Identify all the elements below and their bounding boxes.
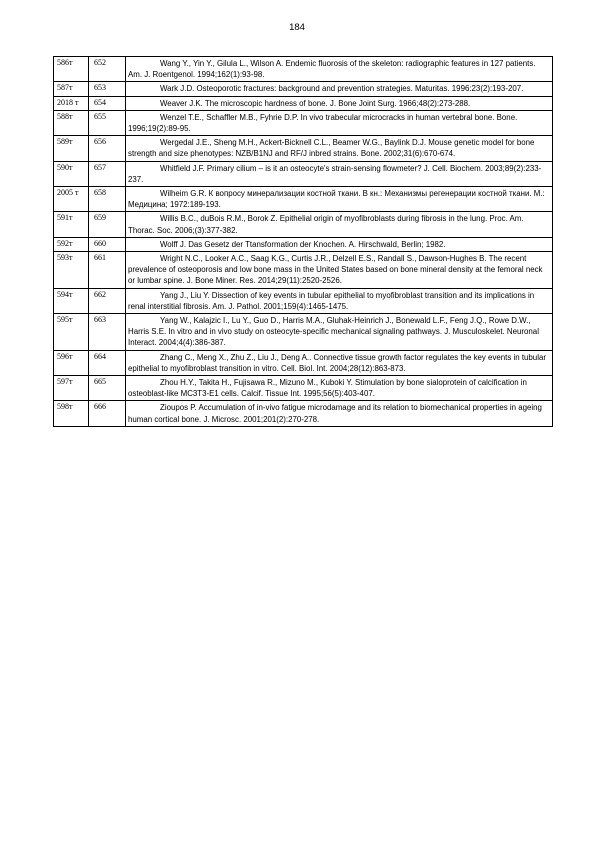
reference-number: 666 [89, 401, 126, 426]
reference-number: 664 [89, 350, 126, 375]
reference-number: 662 [89, 288, 126, 313]
reference-text: Wolff J. Das Gesetz der Ttansformation der Knochen. A. Hirschwald, Berlin; 1982. [126, 237, 553, 251]
reference-code: 597т [54, 376, 89, 401]
table-row [54, 376, 553, 401]
table-row [54, 161, 553, 186]
reference-text: Wright N.C., Looker A.C., Saag K.G., Curtis J.R., Delzell E.S., Randall S., Dawson-Hughes B. The recent prevalence of osteoporosis and low bone mass in the United States based on bone mineral density at the femoral neck or lumbar spine. J. Bone Miner. Res. 2014;29(11):2520-2526. [126, 252, 553, 289]
reference-text: Zhang C., Meng X., Zhu Z., Liu J., Deng A.. Connective tissue growth factor regulates the key events in tubular epithelial to myofibroblast transition in vitro. Cell. Biol. Int. 2004;28(12):863-873. [126, 350, 553, 375]
reference-code: 594т [54, 288, 89, 313]
table-row [54, 237, 553, 251]
reference-number: 659 [89, 212, 126, 237]
reference-text: Zioupos P. Accumulation of in-vivo fatigue microdamage and its relation to biomechanical properties in ageing human cortical bone. J. Microsc. 2001;201(2):270-278. [126, 401, 553, 426]
table-row [54, 187, 553, 212]
reference-code: 593т [54, 252, 89, 289]
reference-text: Wark J.D. Osteoporotic fractures: background and prevention strategies. Maturitas. 1996:23(2):193-207. [126, 82, 553, 96]
reference-text: Whitfield J.F. Primary cilium – is it an osteocyte's strain-sensing flowmeter? J. Cell. Biochem. 2003;89(2):233-237. [126, 161, 553, 186]
table-row [54, 136, 553, 161]
reference-text: Wilheim G.R. К вопросу минерализации костной ткани. В кн.: Механизмы регенерации костной ткани. М.: Медицина; 1972:189-193. [126, 187, 553, 212]
table-row [54, 252, 553, 289]
reference-number: 661 [89, 252, 126, 289]
reference-code: 596т [54, 350, 89, 375]
reference-number: 655 [89, 110, 126, 135]
reference-code: 591т [54, 212, 89, 237]
references-table [53, 56, 553, 427]
reference-code: 587т [54, 82, 89, 96]
table-row [54, 96, 553, 110]
reference-code: 592т [54, 237, 89, 251]
table-row [54, 110, 553, 135]
table-row [54, 314, 553, 351]
table-row [54, 401, 553, 426]
reference-code: 588т [54, 110, 89, 135]
reference-number: 658 [89, 187, 126, 212]
reference-text: Wergedal J.E., Sheng M.H., Ackert-Bicknell C.L., Beamer W.G., Baylink D.J. Mouse genetic model for bone strength and size phenotypes: NZB/B1NJ and RF/J inbred strains. Bone. 2002;31(6):670-674. [126, 136, 553, 161]
table-row [54, 212, 553, 237]
page-number: 184 [289, 22, 305, 33]
reference-text: Weaver J.K. The microscopic hardness of bone. J. Bone Joint Surg. 1966;48(2):273-288. [126, 96, 553, 110]
table-row [54, 82, 553, 96]
reference-code: 589т [54, 136, 89, 161]
table-row [54, 57, 553, 82]
reference-code: 586т [54, 57, 89, 82]
reference-number: 656 [89, 136, 126, 161]
reference-text: Wenzel T.E., Schaffler M.B., Fyhrie D.P. In vivo trabecular microcracks in human vertebral bone. Bone. 1996;19(2):89-95. [126, 110, 553, 135]
reference-number: 657 [89, 161, 126, 186]
reference-code: 2018 т [54, 96, 89, 110]
reference-code: 2005 т [54, 187, 89, 212]
reference-text: Yang W., Kalajzic I., Lu Y., Guo D., Harris M.A., Gluhak-Heinrich J., Bonewald L.F., Feng J.Q., Rowe D.W., Harris S.E. In vitro and in vivo study on osteocyte-specific mechanical signaling pathways. J. Musculoskelet. Neuronal Interact. 2004;4(4):386-387. [126, 314, 553, 351]
reference-text: Willis B.C., duBois R.M., Borok Z. Epithelial origin of myofibroblasts during fibrosis in the lung. Proc. Am. Thorac. Soc. 2006;(3):377-382. [126, 212, 553, 237]
reference-code: 590т [54, 161, 89, 186]
reference-number: 652 [89, 57, 126, 82]
reference-number: 665 [89, 376, 126, 401]
reference-text: Zhou H.Y., Takita H., Fujisawa R., Mizuno M., Kuboki Y. Stimulation by bone sialoprotein of calcification in osteoblast-like MC3T3-E1 cells. Calcif. Tissue Int. 1995;56(5):403-407. [126, 376, 553, 401]
reference-code: 595т [54, 314, 89, 351]
reference-text: Wang Y., Yin Y., Gilula L., Wilson A. Endemic fluorosis of the skeleton: radiographic features in 127 patients. Am. J. Roentgenol. 1994;162(1):93-98. [126, 57, 553, 82]
reference-code: 598т [54, 401, 89, 426]
table-row [54, 288, 553, 313]
reference-number: 654 [89, 96, 126, 110]
reference-number: 660 [89, 237, 126, 251]
reference-number: 653 [89, 82, 126, 96]
table-row [54, 350, 553, 375]
reference-text: Yang J., Liu Y. Dissection of key events in tubular epithelial to myofibroblast transition and its implications in renal interstitial fibrosis. Am. J. Pathol. 2001;159(4):1465-1475. [126, 288, 553, 313]
reference-number: 663 [89, 314, 126, 351]
